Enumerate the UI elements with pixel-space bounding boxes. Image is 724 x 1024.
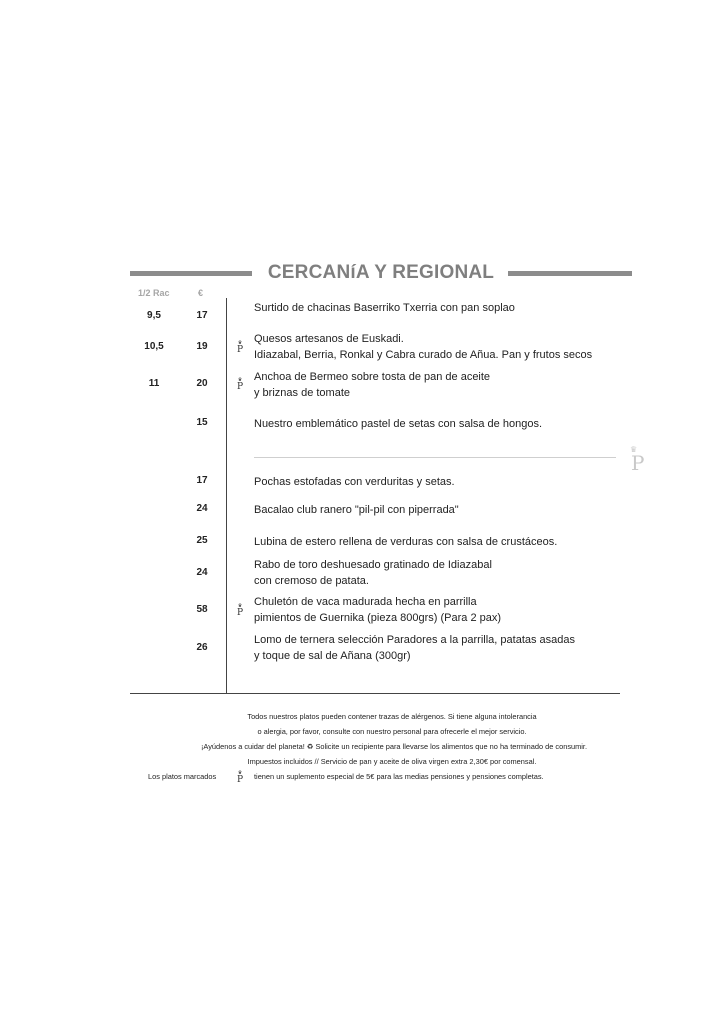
dish-description <box>254 331 592 363</box>
price: 17 <box>196 310 208 321</box>
section-separator <box>254 457 616 458</box>
column-header-half: 1/2 Rac <box>138 288 170 298</box>
dish-description <box>254 632 575 664</box>
price: 19 <box>196 341 208 352</box>
section-header <box>130 262 632 286</box>
premium-marker-icon <box>235 341 245 354</box>
column-divider <box>226 298 227 694</box>
price: 20 <box>196 378 208 389</box>
premium-marker-icon <box>235 378 245 391</box>
price: 26 <box>196 642 208 653</box>
dish-detail: pimientos de Guernika (pieza 800grs) (Para 2 pax) <box>254 612 502 624</box>
marker-letter: P <box>236 608 244 618</box>
marker-letter: P <box>236 775 244 785</box>
dish-name: Nuestro emblemático pastel de setas con salsa de hongos. <box>254 418 542 430</box>
tax-note: Impuestos incluidos // Servicio de pan y aceite de oliva virgen extra 2,30€ por comensal. <box>247 757 537 766</box>
dish-description <box>254 474 455 490</box>
section-title: CERCANíA Y REGIONAL <box>267 262 495 283</box>
price: 58 <box>196 604 208 615</box>
allergen-note: Todos nuestros platos pueden contener trazas de alérgenos. Si tiene alguna intolerancia <box>247 712 537 721</box>
dish-description <box>254 369 490 401</box>
dish-name: Lubina de estero rellena de verduras con salsa de crustáceos. <box>254 536 558 548</box>
dish-description <box>254 300 515 316</box>
dish-name: Lomo de ternera selección Paradores a la parrilla, patatas asadas <box>254 634 576 646</box>
dish-description <box>254 534 557 550</box>
dish-detail: con cremoso de patata. <box>254 575 369 587</box>
dish-detail: y briznas de tomate <box>254 387 350 399</box>
marker-letter: P <box>236 382 244 392</box>
crown-icon: ♛ <box>237 770 243 776</box>
supplement-note-suffix: tienen un suplemento especial de 5€ para las medias pensiones y pensiones completas. <box>254 772 544 781</box>
title-bar-left <box>130 271 252 276</box>
dish-name: Rabo de toro deshuesado gratinado de Idiazabal <box>254 559 492 571</box>
dish-name: Surtido de chacinas Baserriko Txerria con pan soplao <box>254 302 515 314</box>
dish-name: Quesos artesanos de Euskadi. <box>254 333 404 345</box>
price: 17 <box>196 475 208 486</box>
crown-icon: ♛ <box>237 340 243 346</box>
dish-name: Pochas estofadas con verduritas y setas. <box>254 476 455 488</box>
logo-letter: P <box>631 451 645 475</box>
dish-name: Chuletón de vaca madurada hecha en parrilla <box>254 596 477 608</box>
crown-icon: ♛ <box>237 603 243 609</box>
supplement-note-prefix: Los platos marcados <box>148 772 217 781</box>
menu-bottom-rule <box>130 693 620 694</box>
allergen-note-2: o alergia, por favor, consulte con nuestro personal para ofrecerle el mejor servicio. <box>257 727 527 736</box>
dish-name: Bacalao club ranero "pil-pil con piperrada" <box>254 504 459 516</box>
premium-marker-icon <box>235 604 245 617</box>
column-header-price: € <box>198 288 204 298</box>
paradores-logo <box>628 445 648 473</box>
half-portion-price: 11 <box>148 378 160 389</box>
price: 25 <box>196 535 208 546</box>
dish-description <box>254 416 542 432</box>
half-portion-price: 9,5 <box>147 310 161 321</box>
half-portion-price: 10,5 <box>144 341 164 352</box>
price: 24 <box>196 567 208 578</box>
premium-marker-icon <box>235 771 245 784</box>
dish-detail: Idiazabal, Berria, Ronkal y Cabra curado de Añua. Pan y frutos secos <box>254 349 593 361</box>
price: 24 <box>196 503 208 514</box>
dish-description <box>254 557 492 589</box>
dish-description <box>254 594 501 626</box>
marker-letter: P <box>236 345 244 355</box>
crown-icon: ♛ <box>630 445 638 454</box>
crown-icon: ♛ <box>237 377 243 383</box>
dish-detail: y toque de sal de Añana (300gr) <box>254 650 411 662</box>
dish-name: Anchoa de Bermeo sobre tosta de pan de aceite <box>254 371 491 383</box>
title-bar-right <box>508 271 632 276</box>
planet-note: ¡Ayúdenos a cuidar del planeta! ♻ Solicite un recipiente para llevarse los alimentos que no ha terminado de consumir. <box>200 742 588 751</box>
price: 15 <box>196 417 208 428</box>
dish-description <box>254 502 459 518</box>
